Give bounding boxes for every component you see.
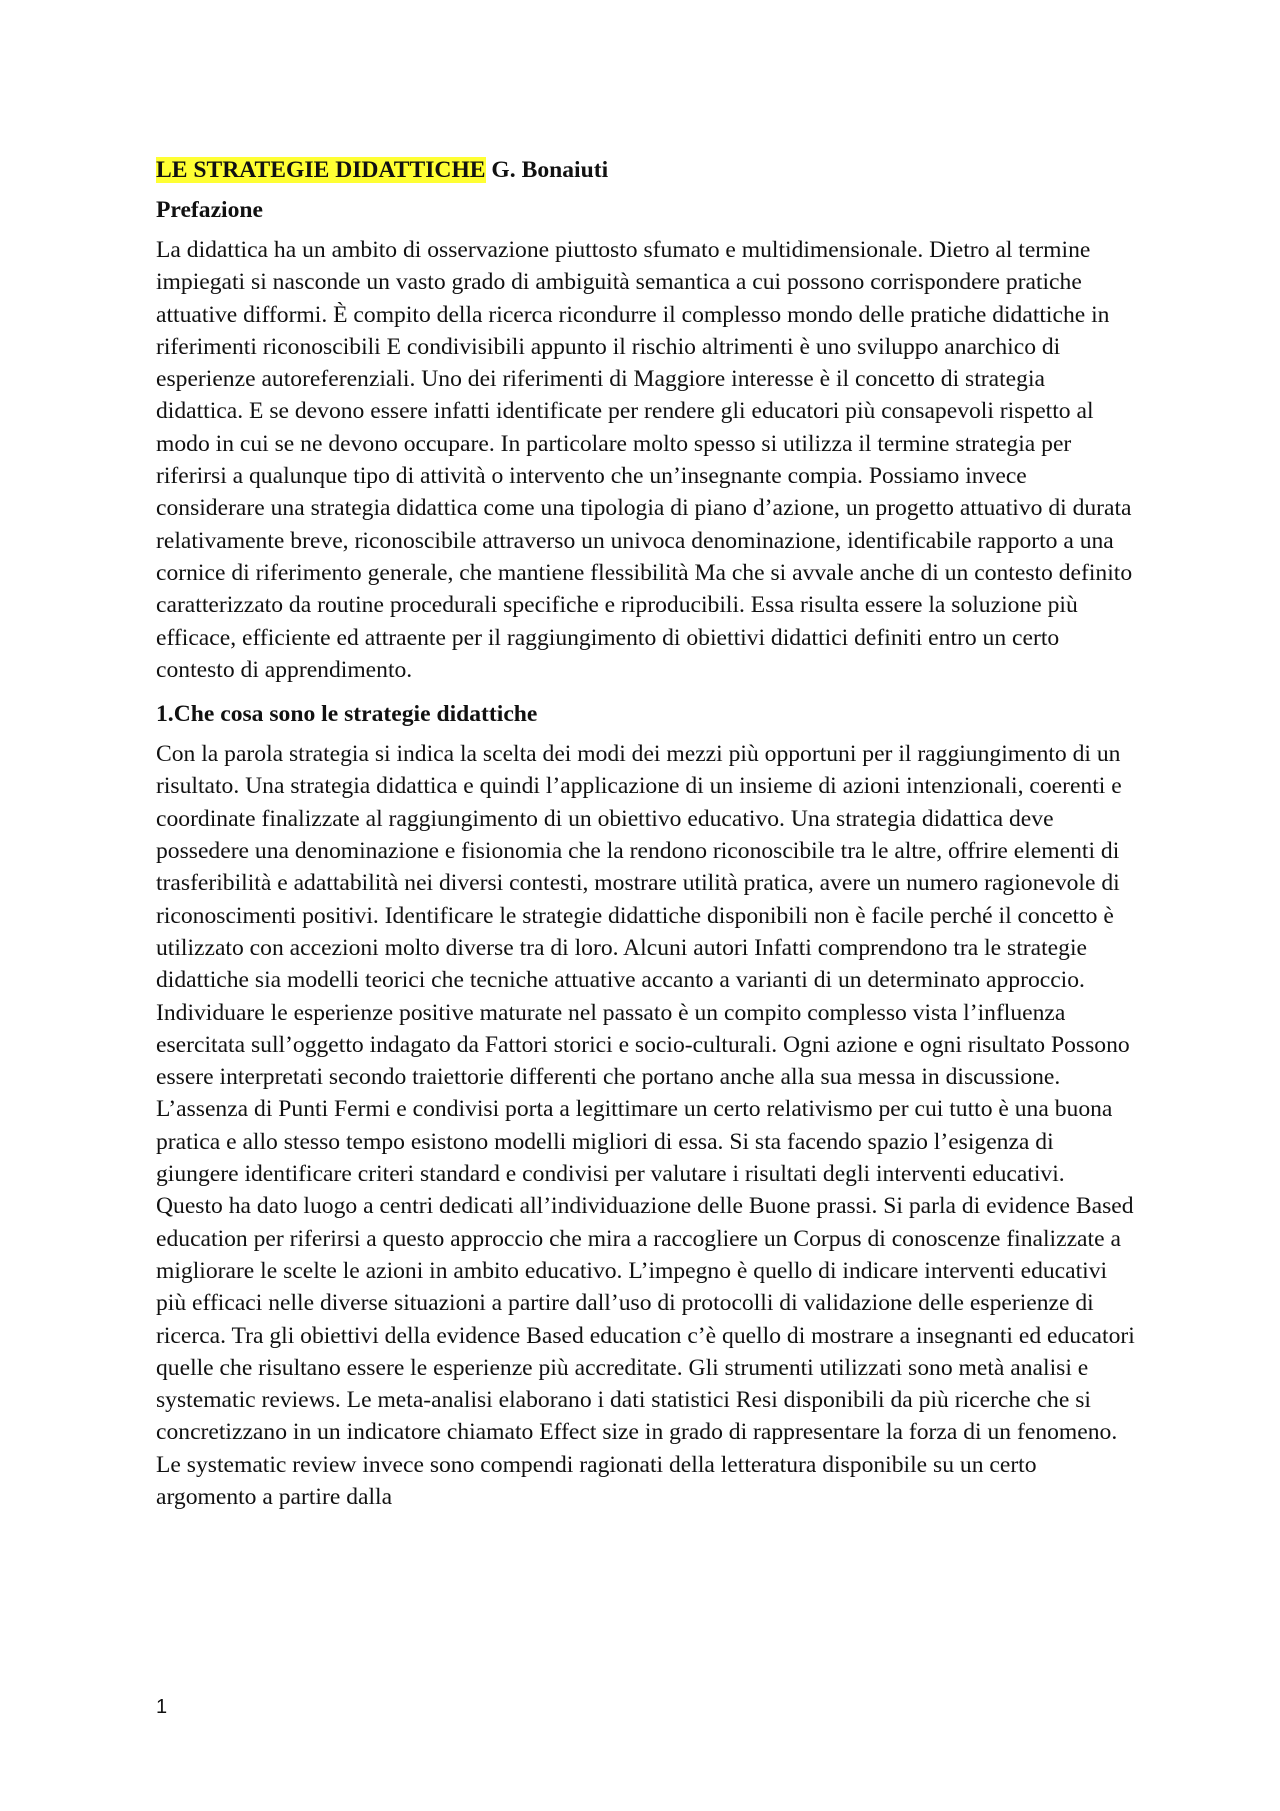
section-paragraph-strategie: Con la parola strategia si indica la scelta dei modi dei mezzi più opportuni per il raggiungimento di un risultato. Una strategia didattica e quindi l’applicazione di un insieme di azioni intenzionali, coerenti e coordinate finalizzate al raggiungimento di un obiettivo educativo. Una strategia didattica deve possedere una denominazione e fisionomia che la rendono riconoscibile tra le altre, offrire elementi di trasferibilità e adattabilità nei diversi contesti, mostrare utilità pratica, avere un numero ragionevole di riconoscimenti positivi. Identificare le strategie didattiche disponibili non è facile perché il concetto è utilizzato con accezioni molto diverse tra di loro. Alcuni autori Infatti comprendono tra le strategie didattiche sia modelli teorici che tecniche attuative accanto a varianti di un determinato approccio. Individuare le esperienze positive maturate nel passato è un compito complesso vista l’influenza esercitata sull’oggetto indagato da Fattori storici e socio-culturali. Ogni azione e ogni risultato Possono essere interpretati secondo traiettorie differenti che portano anche alla sua messa in discussione. L’assenza di Punti Fermi e condivisi porta a legittimare un certo relativismo per cui tutto è una buona pratica e allo stesso tempo esistono modelli migliori di essa. Si sta facendo spazio l’esigenza di giungere identificare criteri standard e condivisi per valutare i risultati degli interventi educativi. Questo ha dato luogo a centri dedicati all’individuazione delle Buone prassi. Si parla di evidence Based education per riferirsi a questo approccio che mira a raccogliere un Corpus di conoscenze finalizzate a migliorare le scelte le azioni in ambito educativo. L’impegno è quello di indicare interventi educativi più efficaci nelle diverse situazioni a partire dall’uso di protocolli di validazione delle esperienze di ricerca. Tra gli obiettivi della evidence Based education c’è quello di mostrare a insegnanti ed educatori quelle che risultano essere le esperienze più accreditate. Gli strumenti utilizzati sono metà analisi e systematic reviews. Le meta-analisi elaborano i dati statistici Resi disponibili da più ricerche che si concretizzano in un indicatore chiamato Effect size in grado di rappresentare la forza di un fenomeno. Le systematic review invece sono compendi ragionati della letteratura disponibile su un certo argomento a partire dalla [156,741,1135,1510]
title-author: G. Bonaiuti [485,157,609,183]
page-content [156,154,1136,1525]
section-heading-prefazione: Prefazione [156,197,264,223]
document-title [156,154,1136,186]
section-paragraph-prefazione: La didattica ha un ambito di osservazione piuttosto sfumato e multidimensionale. Dietro al termine impiegati si nasconde un vasto grado di ambiguità semantica a cui possono corrispondere pratiche attuative difformi. È compito della ricerca ricondurre il complesso mondo delle pratiche didattiche in riferimenti riconoscibili E condivisibili appunto il rischio altrimenti è uno sviluppo anarchico di esperienze autoreferenziali. Uno dei riferimenti di Maggiore interesse è il concetto di strategia didattica. E se devono essere infatti identificate per rendere gli educatori più consapevoli rispetto al modo in cui se ne devono occupare. In particolare molto spesso si utilizza il termine strategia per riferirsi a qualunque tipo di attività o intervento che un’insegnante compia. Possiamo invece considerare una strategia didattica come una tipologia di piano d’azione, un progetto attuativo di durata relativamente breve, riconoscibile attraverso un univoca denominazione, identificabile rapporto a una cornice di riferimento generale, che mantiene flessibilità Ma che si avvale anche di un contesto definito caratterizzato da routine procedurali specifiche e riproducibili. Essa risulta essere la soluzione più efficace, efficiente ed attraente per il raggiungimento di obiettivi didattici definiti entro un certo contesto di apprendimento. [156,237,1133,683]
page-number: 1 [156,1696,168,1718]
section-heading-strategie: 1.Che cosa sono le strategie didattiche [156,701,538,728]
title-highlighted: LE STRATEGIE DIDATTICHE [156,157,486,183]
